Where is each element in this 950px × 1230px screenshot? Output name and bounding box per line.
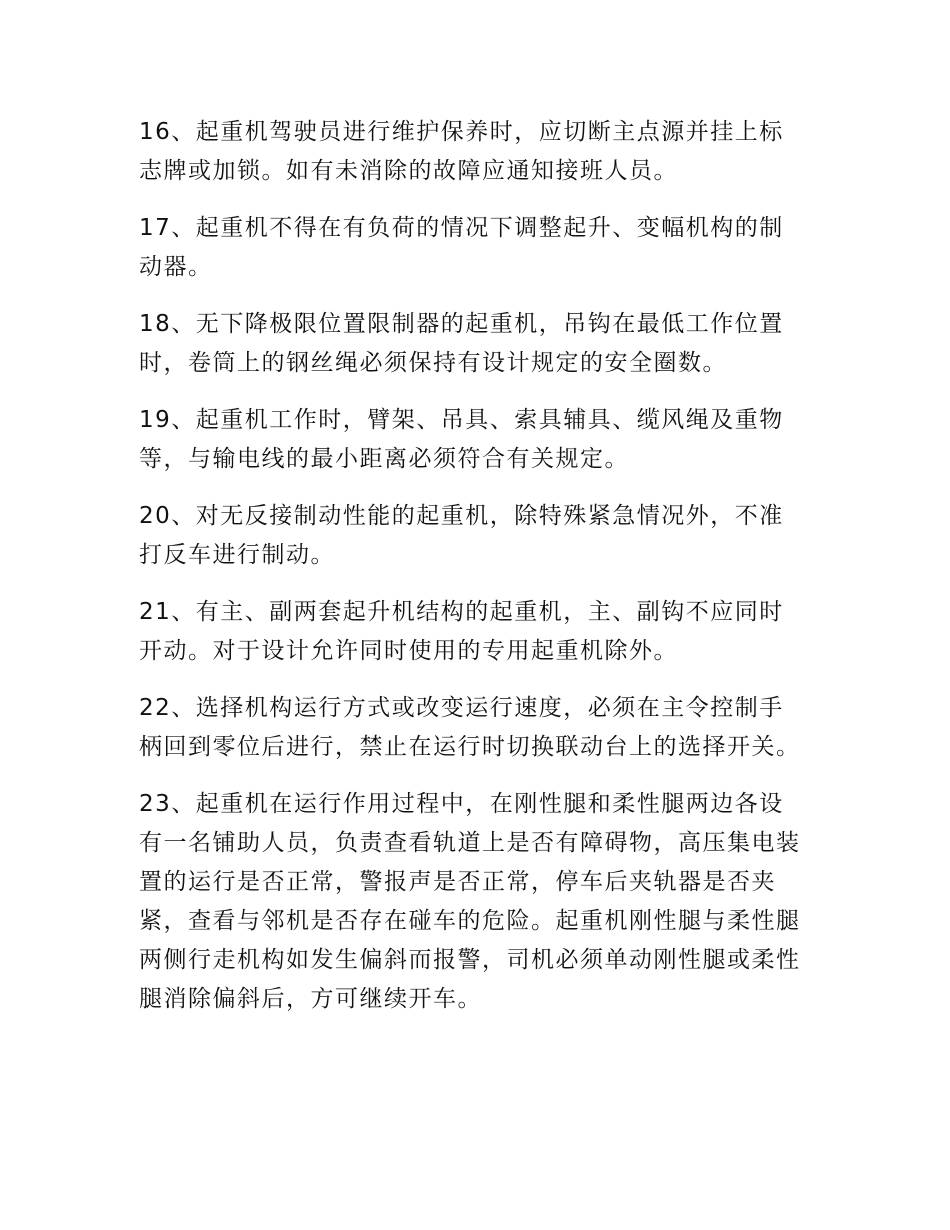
paragraph-20: 20、对无反接制动性能的起重机，除特殊紧急情况外，不准打反车进行制动。 — [139, 503, 784, 568]
paragraph-18: 18、无下降极限位置限制器的起重机，吊钩在最低工作位置时，卷筒上的钢丝绳必须保持有设计规定的安全圈数。 — [139, 311, 784, 376]
paragraph-23: 23、起重机在运行作用过程中，在刚性腿和柔性腿两边各设有一名铺助人员，负责查看轨道上是否有障碍物，高压集电装置的运行是否正常，警报声是否正常，停车后夹轨器是否夹紧，查看与邻机是否存在碰车的危险。起重机刚性腿与柔性腿两侧行走机构如发生偏斜而报警，司机必须单动刚性腿或柔性腿消除偏斜后，方可继续开车。 — [139, 791, 801, 1012]
paragraph-16: 16、起重机驾驶员进行维护保养时，应切断主点源并挂上标志牌或加锁。如有未消除的故障应通知接班人员。 — [139, 119, 784, 184]
paragraph-21: 21、有主、副两套起升机结构的起重机，主、副钩不应同时开动。对于设计允许同时使用的专用起重机除外。 — [139, 599, 784, 664]
paragraph-17: 17、起重机不得在有负荷的情况下调整起升、变幅机构的制动器。 — [139, 215, 784, 280]
paragraph-19: 19、起重机工作时，臂架、吊具、索具辅具、缆风绳及重物等，与输电线的最小距离必须符合有关规定。 — [139, 407, 784, 472]
document-page — [139, 113, 807, 1037]
paragraph-22: 22、选择机构运行方式或改变运行速度，必须在主令控制手柄回到零位后进行，禁止在运行时切换联动台上的选择开关。 — [139, 695, 801, 760]
